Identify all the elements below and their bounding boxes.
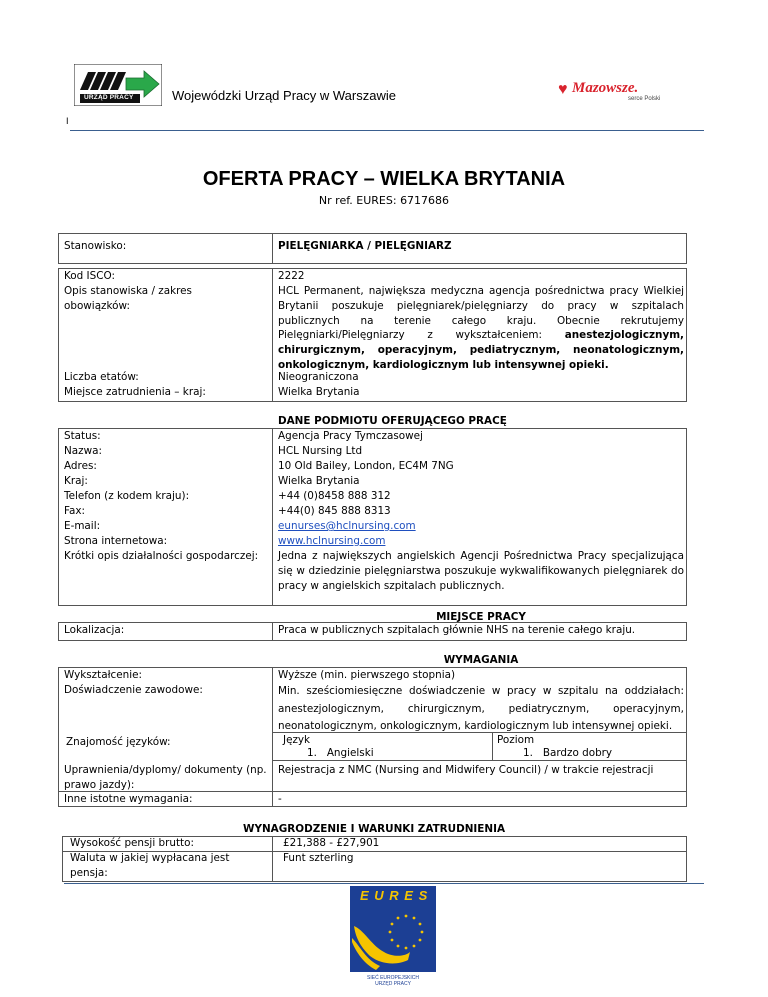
- currency-label: Waluta w jakiej wypłacana jest pensja:: [70, 852, 230, 879]
- education-value: Wyższe (min. pierwszego stopnia): [278, 669, 456, 681]
- mazowsze-logo: [558, 80, 676, 106]
- address-label: Adres:: [64, 460, 97, 472]
- mazowsze-logo-sub: serce Polski: [628, 96, 661, 102]
- license-label: Uprawnienia/dyplomy/ dokumenty (np. prawo jazdy):: [64, 764, 267, 791]
- position-label: Stanowisko:: [64, 240, 127, 252]
- margin-mark: I: [66, 116, 69, 126]
- phone-value: +44 (0)8458 888 312: [278, 490, 391, 502]
- experience-label: Doświadczenie zawodowe:: [64, 684, 203, 696]
- salary-heading: WYNAGRODZENIE I WARUNKI ZATRUDNIENIA: [243, 823, 505, 835]
- header-rule: [70, 130, 704, 131]
- phone-label: Telefon (z kodem kraju):: [64, 490, 190, 502]
- education-label: Wykształcenie:: [64, 669, 142, 681]
- email-link[interactable]: eunurses@hclnursing.com: [278, 520, 416, 532]
- isco-value: 2222: [278, 270, 305, 282]
- languages-label: Znajomość języków:: [66, 736, 171, 748]
- description-label: Opis stanowiska / zakres obowiązków:: [64, 285, 192, 312]
- urzad-pracy-logo: [74, 64, 162, 106]
- status-label: Status:: [64, 430, 101, 442]
- license-value: Rejestracja z NMC (Nursing and Midwifery Council) / w trakcie rejestracji: [278, 764, 654, 776]
- employer-heading: DANE PODMIOTU OFERUJĄCEGO PRACĘ: [278, 415, 507, 427]
- activity-label: Krótki opis działalności gospodarczej:: [64, 550, 259, 562]
- mazowsze-heart-icon: ♥: [558, 81, 568, 98]
- description-text: HCL Permanent, największa medyczna agencja pośrednictwa pracy Wielkiej Brytanii poszukuje pielęgniarek/pielęgniarzy do pracy w szpitalach publicznych na terenie całego kraju. Obecnie rekrutujemy Pielęgniarki/Pielęgniarzy z wykształceniem:: [278, 285, 684, 342]
- activity-value: Jedna z największych angielskich Agencji Pośrednictwa Pracy specjalizująca się w dziedzinie pielęgniarstwa poszukuje wykwalifikowanych pielęgniarek do pracy w angielskich szpitalach publicznych.: [278, 550, 684, 592]
- company-name-value: HCL Nursing Ltd: [278, 445, 363, 457]
- description-specialties: anestezjologicznym, chirurgicznym, operacyjnym, pediatrycznym, neonatologicznym, onkologicznym, kardiologicznym lub intensywnej opieki.: [278, 329, 684, 371]
- location-value: Praca w publicznych szpitalach głównie NHS na terenie całego kraju.: [278, 624, 636, 636]
- urzad-pracy-logo-text: URZĄD PRACY: [84, 94, 134, 101]
- eures-logo-sub: SIEĆ EUROPEJSKICH URZĘD PRACY: [367, 975, 419, 987]
- language-column-header: Język: [283, 734, 311, 746]
- eures-logo: [350, 886, 436, 992]
- office-name: Wojewódzki Urząd Pracy w Warszawie: [172, 88, 396, 103]
- page-title: OFERTA PRACY – WIELKA BRYTANIA: [202, 168, 566, 190]
- footer-rule: [64, 883, 704, 884]
- other-requirements-label: Inne istotne wymagania:: [64, 793, 193, 805]
- gross-salary-label: Wysokość pensji brutto:: [70, 837, 194, 849]
- currency-value: Funt szterling: [283, 852, 354, 864]
- requirements-heading: WYMAGANIA: [443, 654, 519, 666]
- location-label: Lokalizacja:: [64, 624, 125, 636]
- positions-count-value: Nieograniczona: [278, 371, 359, 383]
- level-column-header: Poziom: [497, 734, 535, 746]
- level-1: 1. Bardzo dobry: [523, 747, 613, 759]
- email-label: E-mail:: [64, 520, 101, 532]
- experience-value: Min. sześciomiesięczne doświadczenie w pracy w szpitalu na oddziałach: anestezjologicznym, chirurgicznym, pediatrycznym, operacyjnym, neonatologicznym, onkologicznym, kardiologicznym lub intensywnej opieki.: [278, 685, 684, 732]
- workplace-country-label: Miejsce zatrudnienia – kraj:: [64, 386, 206, 398]
- positions-count-label: Liczba etatów:: [64, 371, 139, 383]
- workplace-heading: MIEJSCE PRACY: [436, 611, 526, 623]
- language-1: 1. Angielski: [307, 747, 374, 759]
- eures-logo-text: E U R E S: [360, 888, 429, 903]
- gross-salary-value: £21,388 - £27,901: [283, 837, 380, 849]
- country-label: Kraj:: [64, 475, 88, 487]
- company-name-label: Nazwa:: [64, 445, 102, 457]
- isco-label: Kod ISCO:: [64, 270, 115, 282]
- status-value: Agencja Pracy Tymczasowej: [278, 430, 423, 442]
- reference-number: Nr ref. EURES: 6717686: [318, 194, 450, 207]
- mazowsze-logo-text: Mazowsze.: [572, 80, 639, 96]
- position-value: PIELĘGNIARKA / PIELĘGNIARZ: [278, 240, 452, 252]
- description-value: [278, 284, 684, 373]
- website-label: Strona internetowa:: [64, 535, 168, 547]
- other-requirements-value: -: [278, 793, 282, 805]
- website-link[interactable]: www.hclnursing.com: [278, 535, 386, 547]
- country-value: Wielka Brytania: [278, 475, 360, 487]
- address-value: 10 Old Bailey, London, EC4M 7NG: [278, 460, 454, 472]
- fax-label: Fax:: [64, 505, 86, 517]
- workplace-country-value: Wielka Brytania: [278, 386, 360, 398]
- fax-value: +44(0) 845 888 8313: [278, 505, 391, 517]
